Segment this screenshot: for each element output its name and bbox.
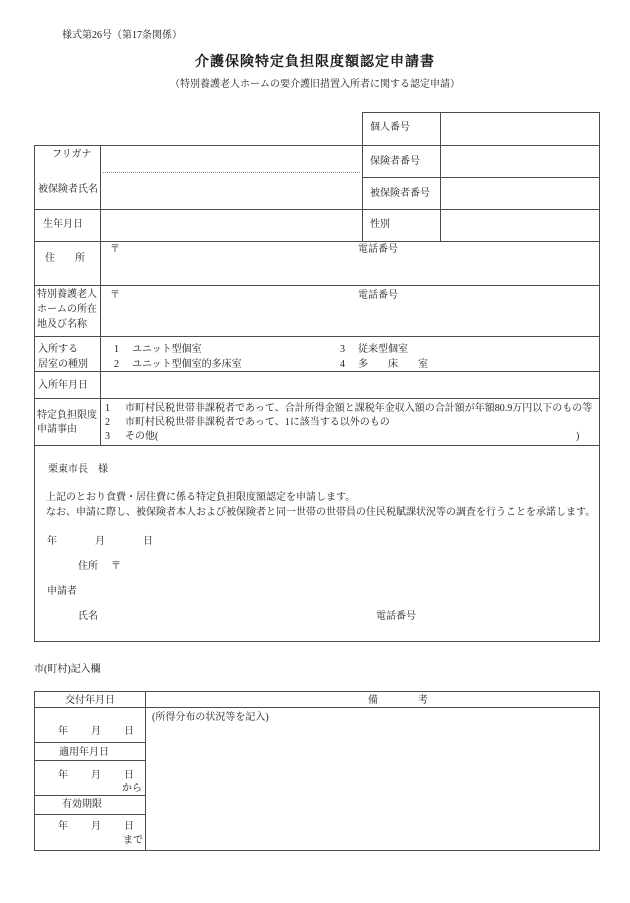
remarks-header: 備 考 — [368, 695, 428, 706]
room-option-number: 3 — [340, 344, 345, 355]
reason-number: 2 — [105, 417, 110, 428]
table-line — [362, 177, 599, 178]
room-option-number: 2 — [114, 359, 119, 370]
table-line — [34, 398, 599, 399]
facility-label-line1: 特別養護老人 — [37, 289, 97, 300]
birthdate-label: 生年月日 — [43, 219, 83, 230]
table-line — [34, 795, 145, 796]
reason-label-line1: 特定負担限度 — [37, 410, 97, 421]
page-subtitle: （特別養護老人ホームの要介護旧措置入所者に関する認定申請） — [170, 79, 460, 90]
postal-mark: 〒 — [111, 561, 121, 572]
applicant-address-label: 住所 — [78, 561, 98, 572]
table-line — [100, 145, 101, 445]
facility-label-line3: 地及び名称 — [37, 319, 87, 330]
table-line — [34, 742, 145, 743]
facility-label-line2: ホームの所在 — [37, 304, 97, 315]
table-line — [34, 850, 599, 851]
reason-number: 1 — [105, 403, 110, 414]
table-line — [34, 209, 599, 210]
gender-label: 性別 — [370, 219, 390, 230]
declaration-line2: なお、申請に際し、被保険者本人および被保険者と同一世帯の世帯員の住民税賦課状況等の調査を行うことを承諾します。 — [46, 507, 596, 518]
validity-label: 有効期限 — [62, 799, 102, 810]
date-month-label: 月 — [95, 536, 105, 547]
page-title: 介護保険特定負担限度額認定申請書 — [195, 55, 435, 70]
table-line — [440, 112, 441, 241]
reason-text: 市町村民税世帯非課税者であって、合計所得金額と課税年金収入額の合計額が年額80.9万円以下のもの等 — [125, 403, 593, 414]
table-line — [34, 145, 35, 642]
table-line — [34, 285, 599, 286]
apply-date-label: 適用年月日 — [59, 747, 109, 758]
date-year-label: 年 — [47, 536, 57, 547]
declaration-line1: 上記のとおり食費・居住費に係る特定負担限度額認定を申請します。 — [46, 492, 356, 503]
date-day-label: 日 — [143, 536, 153, 547]
table-line — [34, 371, 599, 372]
table-line — [599, 691, 600, 851]
address-label: 住 所 — [45, 253, 85, 264]
remarks-note: (所得分布の状況等を記入) — [152, 712, 269, 723]
room-option-text: 従来型個室 — [358, 344, 408, 355]
from-suffix: から — [122, 783, 142, 794]
to-suffix: まで — [123, 835, 143, 846]
table-line — [34, 691, 35, 850]
room-option-number: 1 — [114, 344, 119, 355]
applicant-phone-label: 電話番号 — [376, 611, 416, 622]
room-option-number: 4 — [340, 359, 345, 370]
postal-mark: 〒 — [110, 290, 120, 301]
table-line — [362, 112, 599, 113]
admission-date-label: 入所年月日 — [38, 380, 88, 391]
room-option-text: 多 床 室 — [358, 359, 428, 370]
form-code: 様式第26号（第17条関係） — [62, 30, 182, 41]
date-day-label: 日 — [124, 770, 134, 781]
honorific: 様 — [98, 464, 108, 475]
table-line — [362, 112, 363, 241]
room-option-text: ユニット型個室的多床室 — [132, 359, 242, 370]
room-option-text: ユニット型個室 — [132, 344, 202, 355]
insured-name-label: 被保険者氏名 — [38, 184, 98, 195]
table-line — [34, 336, 599, 337]
room-type-label-line1: 入所する — [38, 344, 78, 355]
table-line — [34, 145, 599, 146]
addressee: 栗東市長 — [48, 464, 88, 475]
phone-label: 電話番号 — [358, 290, 398, 301]
reason-text: 市町村民税世帯非課税者であって、1に該当する以外のもの — [125, 417, 390, 428]
phone-label: 電話番号 — [358, 244, 398, 255]
applicant-name-label: 氏名 — [78, 611, 98, 622]
table-line — [34, 241, 599, 242]
date-month-label: 月 — [91, 821, 101, 832]
date-month-label: 月 — [91, 726, 101, 737]
insurer-number-label: 保険者番号 — [370, 156, 420, 167]
insured-number-label: 被保険者番号 — [370, 188, 430, 199]
reason-number: 3 — [105, 431, 110, 442]
personal-number-label: 個人番号 — [370, 122, 410, 133]
table-line — [34, 760, 145, 761]
issue-date-label: 交付年月日 — [65, 695, 115, 706]
reason-text: その他( — [125, 431, 159, 442]
applicant-label: 申請者 — [47, 586, 77, 597]
room-type-label-line2: 居室の種別 — [38, 359, 88, 370]
date-year-label: 年 — [58, 821, 68, 832]
date-year-label: 年 — [58, 726, 68, 737]
furigana-dotted-line — [103, 172, 360, 173]
reason-label-line2: 申請事由 — [37, 424, 77, 435]
table-line — [34, 691, 599, 692]
table-line — [34, 814, 145, 815]
table-line — [34, 445, 599, 446]
table-line — [34, 641, 599, 642]
postal-mark: 〒 — [110, 244, 120, 255]
table-line — [34, 707, 599, 708]
furigana-label: フリガナ — [52, 149, 92, 160]
reason-close-paren: ) — [576, 431, 580, 442]
table-line — [145, 691, 146, 850]
date-year-label: 年 — [58, 770, 68, 781]
date-month-label: 月 — [91, 770, 101, 781]
municipal-section-label: 市(町村)記入欄 — [34, 664, 101, 675]
date-day-label: 日 — [124, 821, 134, 832]
table-line — [599, 112, 600, 642]
date-day-label: 日 — [124, 726, 134, 737]
